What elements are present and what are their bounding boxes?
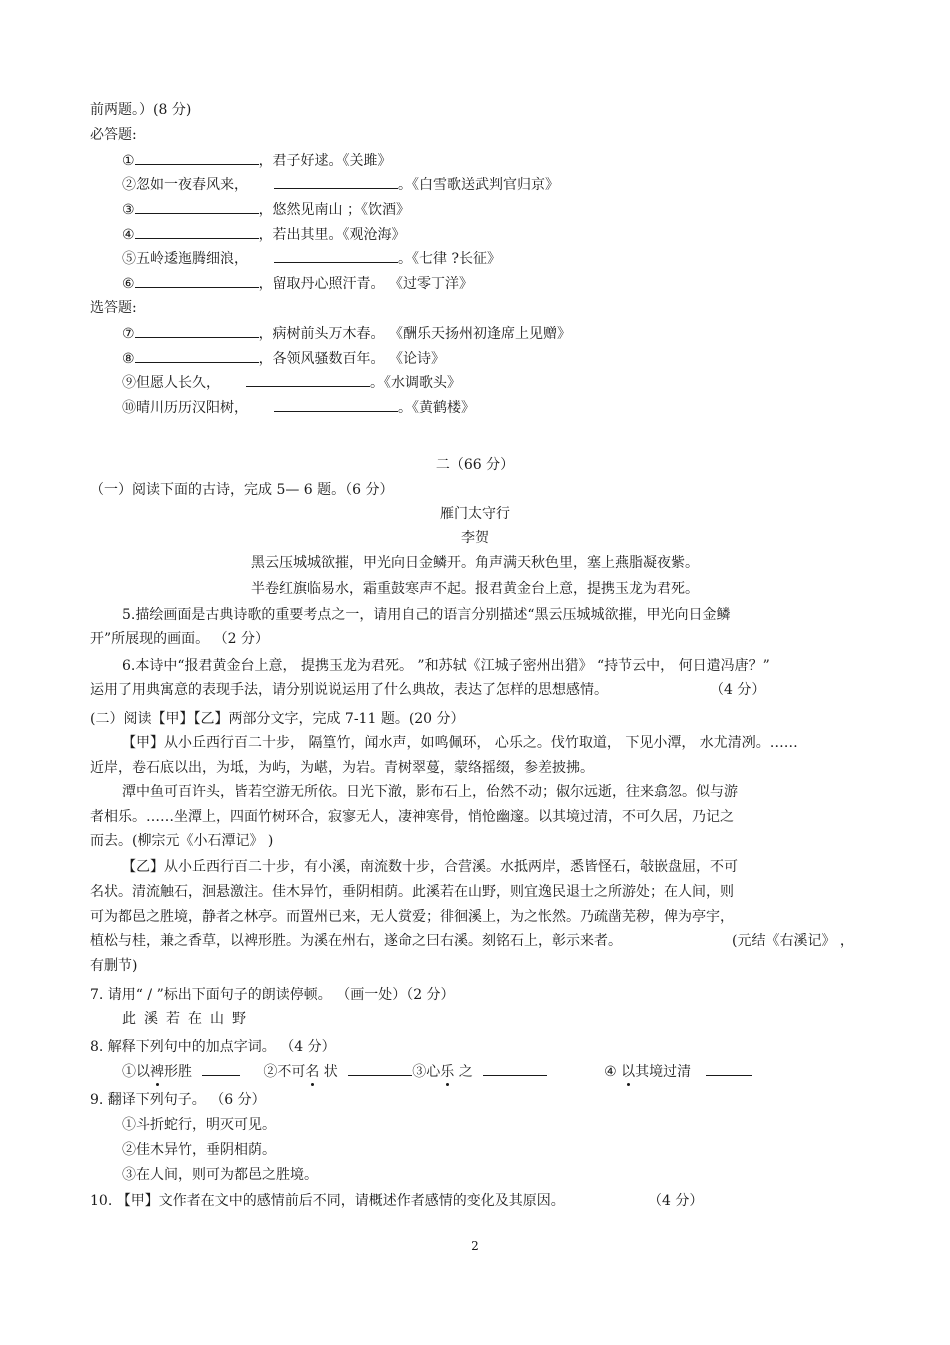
passage-yi-line-4: 植松与桂，兼之香草，以裨形胜。为溪在州右，遂命之曰右溪。刻铭石上，彰示来者。: [90, 933, 622, 949]
fill-item-1: ① ，君子好逑。《关雎》: [122, 153, 392, 169]
passage-yi-line-2: 名状。清流触石，洄悬激注。佳木异竹，垂阴相荫。此溪若在山野，则宜逸民退士之所游处；在人间，则: [90, 884, 734, 900]
fill-item-6: ⑥ ，留取丹心照汗青。 《过零丁洋》: [122, 276, 474, 292]
poem-line-2: 半卷红旗临易水，霜重鼓寒声不起。报君黄金台上意，提携玉龙为君死。: [251, 581, 699, 597]
question-10-score: （4 分）: [648, 1193, 704, 1209]
answer-blank[interactable]: [135, 200, 259, 214]
answer-blank[interactable]: [274, 249, 398, 263]
passage-jia-line-5: 而去。(柳宗元《小石潭记》 ): [90, 833, 274, 849]
answer-blank[interactable]: [135, 324, 259, 338]
question-7: 7. 请用“ / ”标出下面句子的朗读停顿。 （画一处）（2 分）: [90, 987, 455, 1003]
passage-jia-line-3: 潭中鱼可百许头，皆若空游无所依。日光下澈，影布石上，佁然不动；俶尔远逝，往来翕忽。似与游: [122, 784, 738, 800]
fill-item-2: ②忽如一夜春风来， 。《白雪歌送武判官归京》: [122, 177, 559, 193]
answer-blank[interactable]: [202, 1062, 240, 1076]
continuation-text: 前两题。）(8 分): [90, 102, 192, 118]
optional-label: 选答题:: [90, 300, 137, 316]
page-number: 2: [471, 1239, 479, 1253]
passage-jia-line-2: 近岸，卷石底以出，为坻，为屿，为嵁，为岩。青树翠蔓，蒙络摇缀，参差披拂。: [90, 760, 594, 776]
answer-blank[interactable]: [135, 225, 259, 239]
question-9-item-1: ①斗折蛇行，明灭可见。: [122, 1117, 276, 1133]
fill-item-9: ⑨但愿人长久， 。《水调歌头》: [122, 375, 461, 391]
answer-blank[interactable]: [274, 175, 398, 189]
passage-yi-line-3: 可为都邑之胜境，静者之林亭。而置州已来，无人赏爱；徘徊溪上，为之怅然。乃疏凿芜秽，俾为亭宇，: [90, 909, 734, 925]
question-7-sentence: 此 溪 若 在 山 野: [122, 1011, 246, 1027]
answer-blank[interactable]: [348, 1062, 412, 1076]
question-6-line-1: 6.本诗中“报君黄金台上意， 提携玉龙为君死。 ”和苏轼《江城子密州出猎》 “持节云中， 何日遣冯唐？”: [122, 658, 770, 674]
poem-author: 李贺: [461, 530, 489, 546]
question-9-item-3: ③在人间，则可为都邑之胜境。: [122, 1167, 318, 1183]
fill-item-3: ③ ，悠然见南山 ；《饮酒》: [122, 202, 411, 218]
question-10: 10. 【甲】文作者在文中的感情前后不同，请概述作者感情的变化及其原因。: [90, 1193, 565, 1209]
question-5-line-2: 开”所展现的画面。 （2 分）: [90, 631, 269, 647]
poem-title: 雁门太守行: [440, 506, 510, 522]
section-heading: 二（66 分）: [435, 457, 515, 473]
question-8: 8. 解释下列句中的加点字词。 （4 分）: [90, 1039, 336, 1055]
passage-yi-line-1: 【乙】从小丘西行百二十步，有小溪，南流数十步，合营溪。水抵两岸，悉皆怪石，敧嵌盘屈，不可: [122, 859, 738, 875]
answer-blank[interactable]: [483, 1062, 547, 1076]
answer-blank[interactable]: [274, 398, 398, 412]
passage-jia-line-4: 者相乐。……坐潭上，四面竹树环合，寂寥无人，凄神寒骨，悄怆幽邃。以其境过清，不可久居，乃记之: [90, 809, 734, 825]
question-9-item-2: ②佳木异竹，垂阴相荫。: [122, 1142, 276, 1158]
answer-blank[interactable]: [706, 1062, 752, 1076]
question-6-line-2: 运用了用典寓意的表现手法，请分别说说运用了什么典故，表达了怎样的思想感情。: [90, 682, 608, 698]
answer-blank[interactable]: [135, 349, 259, 363]
question-8-items: ①以裨形胜 ②不可名 状 ③心乐 之 ④ 以其境过清: [122, 1062, 752, 1081]
passage-jia-line-1: 【甲】从小丘西行百二十步， 隔篁竹，闻水声，如鸣佩环， 心乐之。伐竹取道， 下见小潭， 水尤清冽。……: [122, 735, 798, 751]
poem-line-1: 黑云压城城欲摧，甲光向日金鳞开。角声满天秋色里，塞上燕脂凝夜紫。: [251, 555, 699, 571]
fill-item-8: ⑧ ，各领风骚数百年。 《论诗》: [122, 351, 446, 367]
answer-blank[interactable]: [135, 274, 259, 288]
answer-blank[interactable]: [246, 373, 370, 387]
answer-blank[interactable]: [135, 151, 259, 165]
part2-intro: (二）阅读【甲】【乙】两部分文字，完成 7-11 题。(20 分）: [90, 711, 465, 727]
fill-item-10: ⑩晴川历历汉阳树， 。《黄鹤楼》: [122, 400, 475, 416]
part1-intro: （一）阅读下面的古诗，完成 5— 6 题。（6 分）: [90, 482, 394, 498]
question-6-score: （4 分）: [710, 682, 766, 698]
passage-yi-line-5: 有删节): [90, 958, 138, 974]
question-5-line-1: 5.描绘画面是古典诗歌的重要考点之一，请用自己的语言分别描述“黑云压城城欲摧，甲光向日金鳞: [122, 607, 731, 623]
fill-item-4: ④ ，若出其里。《观沧海》: [122, 227, 406, 243]
fill-item-5: ⑤五岭逶迤腾细浪， 。《七律 ?长征》: [122, 251, 501, 267]
required-label: 必答题:: [90, 127, 137, 143]
passage-yi-source: (元结《右溪记》 ，: [732, 933, 854, 949]
question-9: 9. 翻译下列句子。 （6 分）: [90, 1092, 266, 1108]
fill-item-7: ⑦ ，病树前头万木春。 《酬乐天扬州初逢席上见赠》: [122, 326, 572, 342]
